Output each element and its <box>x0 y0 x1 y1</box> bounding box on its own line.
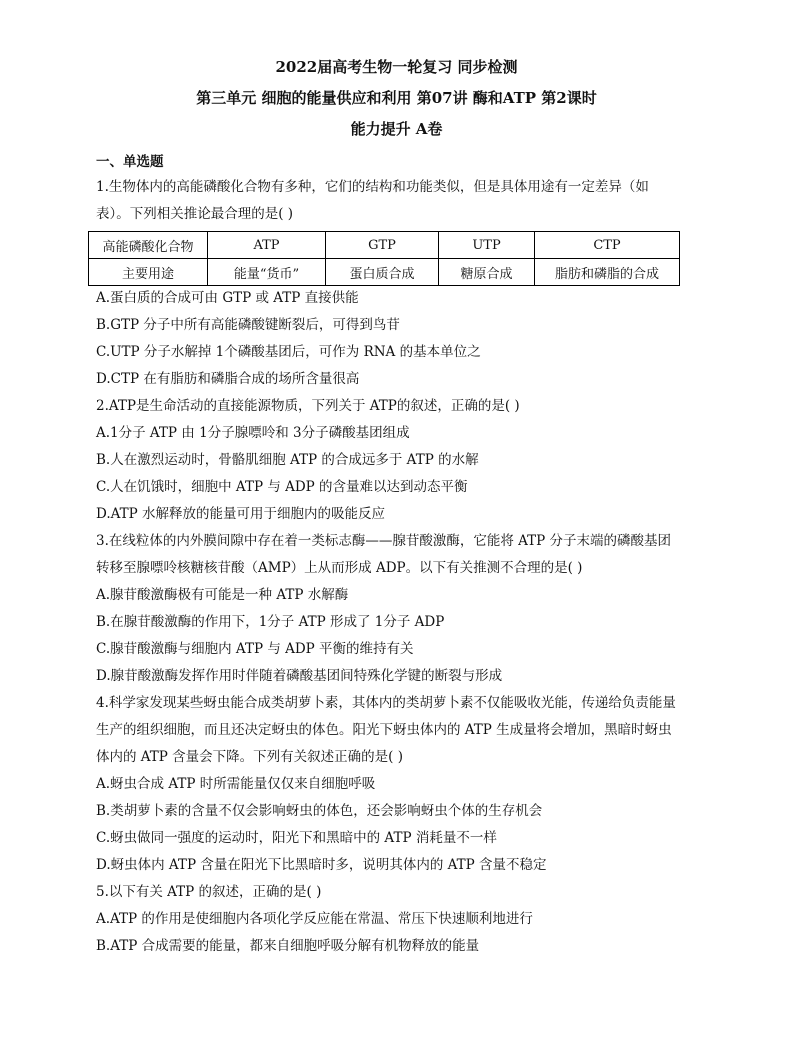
q2-option-a: A.1分子 ATP 由 1分子腺嘌呤和 3分子磷酸基团组成 <box>96 425 410 441</box>
q4-option-d: D.蚜虫体内 ATP 含量在阳光下比黑暗时多，说明其体内的 ATP 含量不稳定 <box>96 857 547 873</box>
table-row <box>89 259 680 286</box>
q2-option-b: B.人在激烈运动时，骨骼肌细胞 ATP 的合成远多于 ATP 的水解 <box>96 452 479 468</box>
table-cell: GTP <box>326 232 439 259</box>
table-cell: 脂肪和磷脂的合成 <box>535 259 680 286</box>
q1-option-c: C.UTP 分子水解掉 1个磷酸基团后，可作为 RNA 的基本单位之 <box>96 344 481 360</box>
q3-option-d: D.腺苷酸激酶发挥作用时伴随着磷酸基团间特殊化学键的断裂与形成 <box>96 668 503 684</box>
q4-option-c: C.蚜虫做同一强度的运动时，阳光下和黑暗中的 ATP 消耗量不一样 <box>96 830 497 846</box>
q2-option-c: C.人在饥饿时，细胞中 ATP 与 ADP 的含量难以达到动态平衡 <box>96 479 468 495</box>
q4-option-a: A.蚜虫合成 ATP 时所需能量仅仅来自细胞呼吸 <box>96 776 376 792</box>
q4-option-b: B.类胡萝卜素的含量不仅会影响蚜虫的体色，还会影响蚜虫个体的生存机会 <box>96 803 543 819</box>
table-cell: 蛋白质合成 <box>326 259 439 286</box>
q4-stem-line3: 体内的 ATP 含量会下降。下列有关叙述正确的是( ) <box>96 749 404 765</box>
q5-option-a: A.ATP 的作用是使细胞内各项化学反应能在常温、常压下快速顺利地进行 <box>96 911 533 927</box>
q4-stem-line2: 生产的组织细胞，而且还决定蚜虫的体色。阳光下蚜虫体内的 ATP 生成量将会增加，黑暗时蚜虫 <box>96 722 672 738</box>
q5-stem: 5.以下有关 ATP 的叙述，正确的是( ) <box>96 884 322 900</box>
q3-stem-line1: 3.在线粒体的内外膜间隙中存在着一类标志酶——腺苷酸激酶，它能将 ATP 分子末端的磷酸基团 <box>96 533 672 549</box>
table-cell: UTP <box>439 232 535 259</box>
table-row <box>89 232 680 259</box>
q1-option-b: B.GTP 分子中所有高能磷酸键断裂后，可得到鸟苷 <box>96 317 400 333</box>
q4-stem-line1: 4.科学家发现某些蚜虫能合成类胡萝卜素，其体内的类胡萝卜素不仅能吸收光能，传递给负责能量 <box>96 695 676 711</box>
q3-option-b: B.在腺苷酸激酶的作用下，1分子 ATP 形成了 1分子 ADP <box>96 614 445 630</box>
q1-option-a: A.蛋白质的合成可由 GTP 或 ATP 直接供能 <box>96 290 359 306</box>
table-cell: 高能磷酸化合物 <box>89 232 208 259</box>
document-level-title: 能力提升 A卷 <box>350 120 443 138</box>
q2-option-d: D.ATP 水解释放的能量可用于细胞内的吸能反应 <box>96 506 386 522</box>
q3-option-c: C.腺苷酸激酶与细胞内 ATP 与 ADP 平衡的维持有关 <box>96 641 414 657</box>
q3-option-a: A.腺苷酸激酶极有可能是一种 ATP 水解酶 <box>96 587 349 603</box>
q5-option-b: B.ATP 合成需要的能量，都来自细胞呼吸分解有机物释放的能量 <box>96 938 480 954</box>
q3-stem-line2: 转移至腺嘌呤核糖核苷酸（AMP）上从而形成 ADP。以下有关推测不合理的是( ) <box>96 560 583 576</box>
q2-stem: 2.ATP是生命活动的直接能源物质，下列关于 ATP的叙述，正确的是( ) <box>96 398 520 414</box>
table-cell: 糖原合成 <box>439 259 535 286</box>
document-subtitle: 第三单元 细胞的能量供应和利用 第07讲 酶和ATP 第2课时 <box>196 89 597 107</box>
table-cell: 能量“货币” <box>208 259 326 286</box>
section-heading: 一、单选题 <box>96 154 164 170</box>
q1-option-d: D.CTP 在有脂肪和磷脂合成的场所含量很高 <box>96 371 360 387</box>
document-title: 2022届高考生物一轮复习 同步检测 <box>275 58 518 76</box>
table-cell: 主要用途 <box>89 259 208 286</box>
table-cell: ATP <box>208 232 326 259</box>
table-cell: CTP <box>535 232 680 259</box>
atp-compound-table <box>88 231 680 286</box>
q1-stem-line1: 1.生物体内的高能磷酸化合物有多种，它们的结构和功能类似，但是具体用途有一定差异（如 <box>96 179 649 195</box>
q1-stem-line2: 表）。下列相关推论最合理的是( ) <box>96 206 294 222</box>
